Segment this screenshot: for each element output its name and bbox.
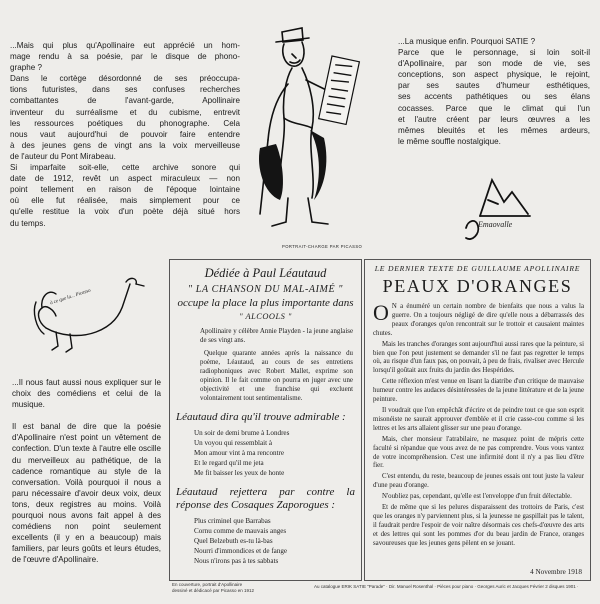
article-body <box>373 300 584 549</box>
casting-text-block <box>12 377 161 577</box>
bird-drawing <box>30 272 156 354</box>
article-paragraph: Il voudrait que l'on empêchât d'écrire et de peindre tout ce que son esprit misonéiste ne saurait approuver d'emblée et il crie casse-cou comme si les lettres et les arts allaient glisser sur une peau d'orange. <box>373 406 584 432</box>
portrait-caption: PORTRAIT-CHARGE PAR PICASSO <box>282 244 363 249</box>
verse-line: Me fit baisser les yeux de honte <box>194 469 285 477</box>
casting-paragraph: ...Il nous faut aussi nous expliquer sur le choix des comédiens et celui de la musique. <box>12 378 161 410</box>
admirable-heading: Léautaud dira qu'il trouve admirable : <box>176 411 346 423</box>
footer-cover-line: dessiné et dédicacé par Picasso en 1912 <box>172 588 255 593</box>
verse-admirable <box>194 428 361 478</box>
satie-text-block <box>398 36 590 147</box>
intro-line: mage rendu à sa poésie, par le disque de phono- <box>10 52 240 62</box>
intro-line: les ressources poétiques du phonographe. Cela <box>10 118 240 128</box>
reject-heading: Léautaud rejettera par contre la réponse des Cosaques Zaporogues : <box>176 486 355 511</box>
article-date: 4 Novembre 1918 <box>530 568 582 576</box>
intro-line: ...Mais qui plus qu'Apollinaire eut apprécié un hom- <box>10 41 240 50</box>
intro-line: de l'auteur du Pont Mirabeau. <box>10 151 116 161</box>
occupies-line: occupe la place la plus importante dans <box>177 297 354 309</box>
intro-line: point tellement en raison de l'époque lointaine <box>10 185 240 195</box>
verse-line: Plus criminel que Barrabas <box>194 517 271 525</box>
intro-line: nous vaut aujourd'hui de pouvoir faire entendre <box>10 129 240 139</box>
box-para-1: Apollinaire y célèbre Annie Playden - la jeune anglaise de ses vingt ans. <box>200 328 353 344</box>
dedication: Dédiée à Paul Léautaud <box>204 266 327 280</box>
intro-line: Si imparfaite soit-elle, cette archive sonore qui <box>10 163 240 173</box>
article-first-paragraph <box>373 300 584 339</box>
bird-inscription-text: à ce que la... Picasso <box>49 288 92 307</box>
signature-text: Emaovalle <box>478 220 513 229</box>
casting-paragraph: Il est banal de dire que la poésie d'Apollinaire n'est point un vêtement de confection. D'un texte à l'autre elle oscille du merveilleux au pathétique, de la cadence romantique au style de la conversation. Voilà pourquoi il nous a paru nécessaire d'avoir deux voix, deux tons, deux registres au moins. Voilà pourquoi nous avons fait appel à des comédiens non point seulement excellents (il y en a beaucoup) mais familiers, par leurs goûts et leurs études, de l'œuvre d'Apollinaire. <box>12 422 161 565</box>
intro-line: combattantes de l'avant-garde, Apollinaire <box>10 96 240 106</box>
satie-line: par ses sautes d'humeur esthétiques, <box>398 81 590 91</box>
satie-line: cocasses. Parce que le climat qui l'un <box>398 103 590 113</box>
footer-cover-note <box>172 582 254 594</box>
intro-line: à des jeunes gens de vingt ans la voix merveilleuse <box>10 140 240 150</box>
intro-line: où elle fut réalisée, mais simplement pour ce <box>10 196 240 206</box>
verse-line: Quel Belzebuth es-tu là-bas <box>194 537 273 545</box>
article-paragraph: N'oubliez pas, cependant, qu'elle est l'enveloppe d'un fruit délectable. <box>382 493 572 501</box>
satie-line: ...La musique enfin. Pourquoi SATIE ? <box>398 37 536 46</box>
intro-line: inventeur du surréalisme et du cubisme, entrevit <box>10 107 240 117</box>
article-paragraphs <box>373 341 584 549</box>
satie-line: conceptions, son aspect physique, le rejoint, <box>398 70 590 80</box>
article-paragraph: Mais les tranches d'oranges sont aujourd'hui aussi rares que la peinture, si bien que l'on peut justement se demander s'il ne faut pas regretter le temps où, au risque d'un faux pas, on pouvait, à peu de frais, rivaliser avec Hercule lorsqu'il goûtait aux fruits du jardin des Hespérides. <box>373 340 584 375</box>
intro-text-block <box>10 40 240 229</box>
satie-line: d'Apollinaire, par son mode de vie, ses <box>398 59 590 69</box>
satie-line: ses accents pathétiques ou ses élans <box>398 92 590 102</box>
intro-line: du temps. <box>10 218 46 228</box>
satie-line: Parce que le personnage, si loin soit-il <box>398 48 590 58</box>
signature-sketch <box>458 172 542 248</box>
article-dropcap: O <box>373 300 389 325</box>
verse-line: Et le regard qu'il me jeta <box>194 459 264 467</box>
verse-line: Nous n'irons pas à tes sabbats <box>194 557 279 565</box>
intro-line: date de 1912, revêt un aspect miraculeux — non <box>10 174 240 184</box>
article-paragraph: Cette réflexion m'est venue en lisant la diatribe d'un critique de mauvaise humeur contre les audaces désintéressées de la jeune littérature et de la jeune peinture. <box>373 378 584 404</box>
article-title: PEAUX D'ORANGES <box>382 276 573 296</box>
mountain-drawing <box>458 172 542 248</box>
verse-line: Cornu comme de mauvais anges <box>194 527 287 535</box>
article-first-text: N a énuméré un certain nombre de bienfaits que nous a valus la guerre. On a toujours négligé de dire qu'elle nous a débarrassés des peaux d'oranges qu'on rencontrait sur le trottoir et causaient maintes chutes. <box>373 303 584 337</box>
footer-catalogue: Au catalogue ERIK SATIE "Parade" · Dir. Manuel Rosenthal · Pièces pour piano · Georges Auric et Jacques Février 2 disques 1901 · <box>314 584 579 589</box>
box-para-2: Quelque quarante années après la naissance du poème, Léautaud, au cours de ses entretiens radiophoniques avec Robert Mallet, exprime son opinion. Il le fait comme on pourra en juger avec une objectivité et une franchise qui excluent volontairement tout sentimentalisme. <box>200 350 353 402</box>
verse-rejected <box>194 516 361 566</box>
intro-line: Dans le cortège désordonné de ses préoccupa- <box>10 74 240 84</box>
verse-line: Un voyou qui ressemblait à <box>194 439 273 447</box>
verse-line: Mon amour vint à ma rencontre <box>194 449 285 457</box>
satie-line: le même souffle nostalgique. <box>398 136 501 146</box>
intro-line: qu'elle restitue la voix d'un poète déjà situé hors <box>10 207 240 217</box>
footer-cover-line: En couverture, portrait d'Apollinaire <box>172 582 243 587</box>
verse-line: Nourri d'immondices et de fange <box>194 547 288 555</box>
bird-sketch <box>30 272 156 354</box>
satie-line: et l'autre créent par leurs œuvres a les <box>398 114 590 124</box>
chanson-box <box>169 259 362 581</box>
collection-title: " ALCOOLS " <box>239 312 292 321</box>
intro-line: graphe ? <box>10 63 42 73</box>
intro-line: tions futuristes, dans ses confuses recherches <box>10 85 240 95</box>
peaux-oranges-box <box>364 259 591 581</box>
article-kicker: LE DERNIER TEXTE DE GUILLAUME APOLLINAIRE <box>374 264 581 273</box>
article-paragraph: Mais, cher monsieur l'atrabilaire, ne masquez point de mépris cette faculté si répandue que vous avez de ne pas comprendre. Vous vous vantez de votre incompréhension. C'est une infirmité dont il n'y a pas lieu d'être fier. <box>373 435 584 470</box>
caricature-drawing <box>246 18 378 244</box>
apollinaire-caricature <box>246 18 378 249</box>
verse-line: Un soir de demi brume à Londres <box>194 429 290 437</box>
article-paragraph: C'est entendu, du reste, beaucoup de jeunes essais ont tout juste la valeur d'une peau d'orange. <box>373 473 584 490</box>
satie-line: mêmes bleuités et les mêmes ardeurs, <box>398 125 590 135</box>
article-paragraph: Et de même que si les pelures disparaissent des trottoirs de Paris, c'est que les oranges n'y parviennent plus, si la jeunesse ne gaspillait pas le talent, il faudrait perdre l'espoir de voir naître désormais ces chefs-d'œuvre des arts et des lettres qui sont les pommes d'or du beau jardin de France, oranges savoureuses que les jeunes gens pèlent en se jouant. <box>373 504 584 547</box>
poem-title: " LA CHANSON DU MAL-AIMÉ " <box>187 284 344 295</box>
